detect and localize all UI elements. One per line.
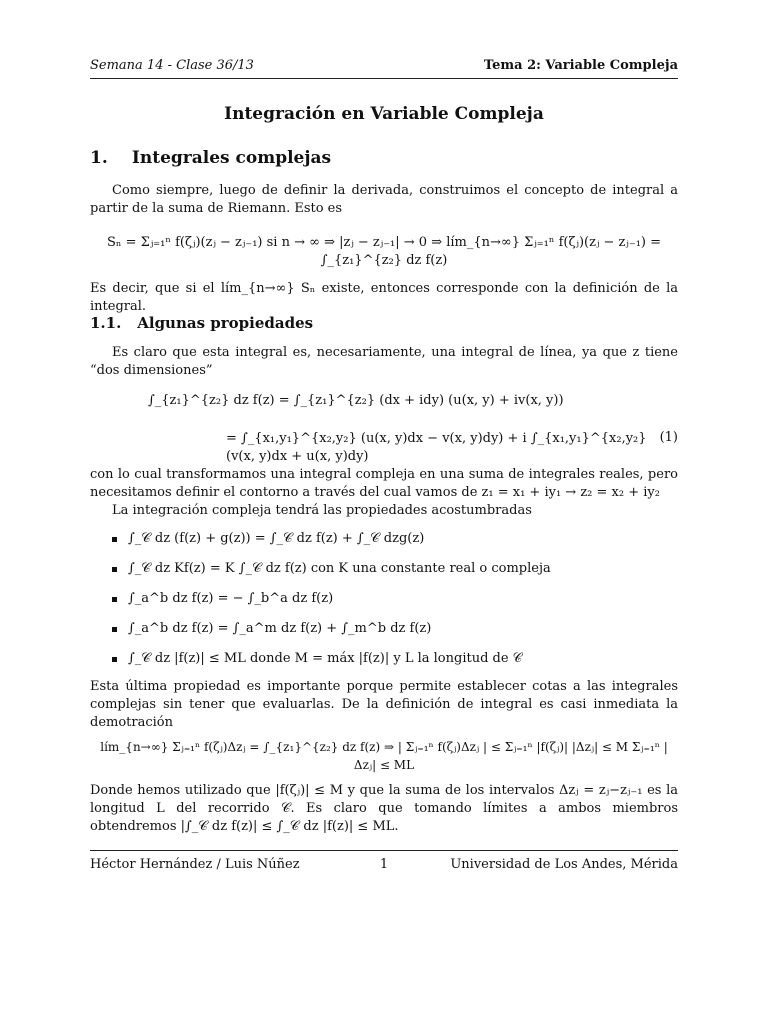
after-eq1-paragraph: con lo cual transformamos una integral compleja en una suma de integrales reales, pero necesitamos definir el contorno a través del cual vamos de z₁ = x₁ + iy₁ → z₂ = x₂ + iy₂ <box>90 467 678 500</box>
property-item: ∫_a^b dz f(z) = − ∫_b^a dz f(z) <box>112 584 672 614</box>
header-left: Semana 14 - Clase 36/13 <box>90 58 254 73</box>
bound-equation: lím_{n→∞} Σⱼ₌₁ⁿ f(ζⱼ)Δzⱼ = ∫_{z₁}^{z₂} dz f(z) ⇒ | Σⱼ₌₁ⁿ f(ζⱼ)Δzⱼ | ≤ Σⱼ₌₁ⁿ |f(ζⱼ)| |Δzⱼ| ≤ M Σⱼ₌₁ⁿ |Δzⱼ| ≤ ML <box>100 740 668 772</box>
subsection-title: Algunas propiedades <box>137 314 314 332</box>
subsection-number: 1.1. <box>90 314 122 332</box>
page-footer <box>90 850 678 877</box>
properties-list <box>112 524 672 674</box>
bound-intro-paragraph: Esta última propiedad es importante porque permite establecer cotas a las integrales complejas sin tener que evaluarlas. De la definición de integral es casi inmediata la demotración <box>90 679 678 730</box>
intro-paragraph: Como siempre, luego de definir la derivada, construimos el concepto de integral a partir de la suma de Riemann. Esto es <box>90 183 678 216</box>
properties-intro: La integración compleja tendrá las propiedades acostumbradas <box>112 503 532 518</box>
property-item: ∫_𝒞 dz |f(z)| ≤ ML donde M = máx |f(z)| y L la longitud de 𝒞 <box>112 644 672 674</box>
section-heading <box>90 148 331 168</box>
page-number: 1 <box>379 857 389 872</box>
property-item: ∫_a^b dz f(z) = ∫_a^m dz f(z) + ∫_m^b dz f(z) <box>112 614 672 644</box>
header-right: Tema 2: Variable Compleja <box>483 58 678 73</box>
line-integral-paragraph: Es claro que esta integral es, necesariamente, una integral de línea, ya que z tiene “dos dimensiones” <box>90 345 678 378</box>
property-item: ∫_𝒞 dz Kf(z) = K ∫_𝒞 dz f(z) con K una constante real o compleja <box>112 554 672 584</box>
equation-number: (1) <box>659 430 678 445</box>
footer-authors: Héctor Hernández / Luis Núñez <box>90 857 300 872</box>
subsection-heading <box>90 314 313 332</box>
equation-1-line-2: = ∫_{x₁,y₁}^{x₂,y₂} (u(x, y)dx − v(x, y)dy) + i ∫_{x₁,y₁}^{x₂,y₂} (v(x, y)dx + u(x, y)dy) <box>226 431 647 464</box>
page-header <box>90 58 678 79</box>
riemann-equation: Sₙ = Σⱼ₌₁ⁿ f(ζⱼ)(zⱼ − zⱼ₋₁) si n → ∞ ⇒ |zⱼ − zⱼ₋₁| → 0 ⇒ lím_{n→∞} Σⱼ₌₁ⁿ f(ζⱼ)(zⱼ − zⱼ₋₁) = ∫_{z₁}^{z₂} dz f(z) <box>106 235 662 268</box>
section-title: Integrales complejas <box>131 148 332 168</box>
property-item: ∫_𝒞 dz (f(z) + g(z)) = ∫_𝒞 dz f(z) + ∫_𝒞 dzg(z) <box>112 524 672 554</box>
section-number: 1. <box>90 148 108 168</box>
final-paragraph: Donde hemos utilizado que |f(ζⱼ)| ≤ M y que la suma de los intervalos Δzⱼ = zⱼ−zⱼ₋₁ es la longitud L del recorrido 𝒞. Es claro que tomando límites a ambos miembros obtendremos |∫_𝒞 dz f(z)| ≤ ∫_𝒞 dz |f(z)| ≤ ML. <box>90 783 678 834</box>
document-title: Integración en Variable Compleja <box>224 104 544 124</box>
equation-1-line-1: ∫_{z₁}^{z₂} dz f(z) = ∫_{z₁}^{z₂} (dx + idy) (u(x, y) + iv(x, y)) <box>148 393 564 408</box>
footer-institution: Universidad de Los Andes, Mérida <box>450 857 678 872</box>
after-riemann-paragraph: Es decir, que si el lím_{n→∞} Sₙ existe, entonces corresponde con la definición de la integral. <box>90 281 678 314</box>
